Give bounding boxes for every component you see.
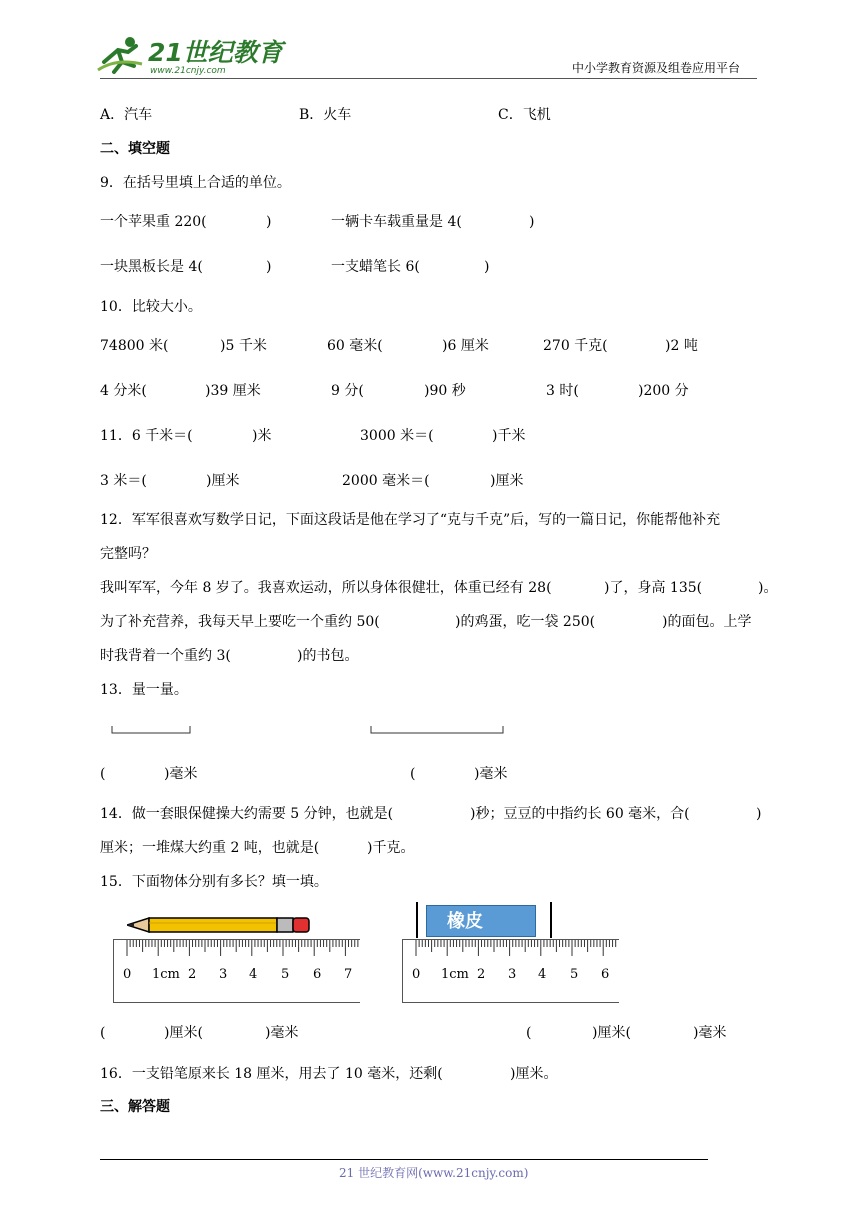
q10-text: 4 分米( [100, 383, 147, 399]
footer-text: 21 世纪教育网(www.21cnjy.com) [339, 1166, 529, 1180]
section-2-title: 二、填空题 [100, 141, 170, 157]
logo-url: www.21cnjy.com [150, 66, 226, 76]
header-divider [100, 78, 757, 79]
ruler-1-ticks [114, 940, 360, 962]
q10-stem: 10．比较大小。 [100, 299, 202, 315]
q14-line: )秒；豆豆的中指约长 60 毫米，合( [470, 806, 690, 822]
q9-text: 一支蜡笔长 6( [331, 259, 420, 275]
q11-text: )厘米 [490, 473, 524, 489]
q10-text: )39 厘米 [205, 383, 261, 399]
footer-divider [100, 1159, 708, 1160]
q12-line: 完整吗？ [100, 546, 156, 562]
q14-line: 厘米；一堆煤大约重 2 吨，也就是( [100, 840, 320, 856]
eraser: 橡皮 [426, 905, 536, 937]
q9-text: 一块黑板长是 4( [100, 259, 203, 275]
q9-text: ) [484, 259, 490, 275]
q9-text: ) [266, 214, 272, 230]
q10-text: 270 千克( [543, 338, 608, 354]
ruler-1-label: 2 [188, 967, 197, 982]
ruler-2-label: 3 [508, 967, 517, 982]
ruler-1-label: 7 [344, 967, 353, 982]
ruler-pencil-figure [113, 906, 359, 1002]
q10-text: )200 分 [638, 383, 689, 399]
section-3-title: 三、解答题 [100, 1099, 170, 1115]
q12-line: )的书包。 [297, 648, 359, 664]
ruler-1-label: 1cm [152, 967, 180, 982]
ruler-2-label: 0 [412, 967, 421, 982]
ruler-2-label: 4 [538, 967, 547, 982]
q9-stem: 9．在括号里填上合适的单位。 [100, 175, 291, 191]
q14-line: )千克。 [367, 840, 415, 856]
q12-line: 我叫军军，今年 8 岁了。我喜欢运动，所以身体很健壮，体重已经有 28( [100, 580, 552, 596]
q10-text: 74800 米( [100, 338, 169, 354]
ruler-2-label: 5 [570, 967, 579, 982]
platform-title: 中小学教育资源及组卷应用平台 [572, 61, 741, 75]
pencil-icon [127, 915, 313, 935]
q10-text: )6 厘米 [442, 338, 489, 354]
q9-text: 一辆卡车载重量是 4( [331, 214, 462, 230]
q11-text: )千米 [492, 428, 526, 444]
q13-answer: ( [410, 766, 416, 782]
ruler-1-label: 4 [249, 967, 258, 982]
ruler-2-label: 1cm [441, 967, 469, 982]
q9-text: ) [529, 214, 535, 230]
q10-text: )5 千米 [220, 338, 267, 354]
segment-2 [369, 724, 507, 736]
q13-answer: )毫米 [474, 766, 508, 782]
ruler-2-ticks [403, 940, 619, 962]
q14-line: ) [756, 806, 762, 822]
q13-stem: 13．量一量。 [100, 682, 188, 698]
option-c: C．飞机 [498, 107, 551, 123]
q12-line: 为了补充营养，我每天早上要吃一个重约 50( [100, 614, 380, 630]
q10-text: 9 分( [331, 383, 364, 399]
q10-text: )90 秒 [424, 383, 466, 399]
ruler-2 [402, 939, 619, 1003]
q10-text: 60 毫米( [327, 338, 383, 354]
logo-text: 21世纪教育 [148, 38, 283, 67]
q15-stem: 15．下面物体分别有多长？填一填。 [100, 874, 328, 890]
q11-text: 11．6 千米＝( [100, 428, 193, 444]
q13-answer: )毫米 [164, 766, 198, 782]
q16-text: )厘米。 [510, 1066, 558, 1082]
q9-text: ) [266, 259, 272, 275]
runner-logo-icon [96, 36, 146, 76]
ruler-1-label: 0 [123, 967, 132, 982]
q12-line: )。 [758, 580, 778, 596]
ruler-eraser-figure [402, 902, 620, 1002]
q11-text: 3 米＝( [100, 473, 147, 489]
ruler-2-label: 2 [477, 967, 486, 982]
q12-line: )的鸡蛋，吃一袋 250( [455, 614, 596, 630]
q11-text: 3000 米＝( [360, 428, 434, 444]
q13-answer: ( [100, 766, 106, 782]
ruler-1 [113, 939, 360, 1003]
q15-answer: )厘米( [164, 1025, 203, 1041]
q10-text: )2 吨 [665, 338, 698, 354]
q9-text: 一个苹果重 220( [100, 214, 207, 230]
q15-answer: ( [526, 1025, 532, 1041]
q10-text: 3 时( [546, 383, 579, 399]
q15-answer: )毫米 [693, 1025, 727, 1041]
q12-line: )了，身高 135( [604, 580, 703, 596]
q11-text: )厘米 [206, 473, 240, 489]
q12-line: 时我背着一个重约 3( [100, 648, 231, 664]
q15-answer: )厘米( [592, 1025, 631, 1041]
option-b: B．火车 [299, 107, 352, 123]
ruler-1-label: 6 [313, 967, 322, 982]
q11-text: 2000 毫米＝( [342, 473, 430, 489]
q12-line: 12．军军很喜欢写数学日记，下面这段话是他在学习了“克与千克”后，写的一篇日记，你能帮他补充 [100, 512, 721, 528]
q16-text: 16．一支铅笔原来长 18 厘米，用去了 10 毫米，还剩( [100, 1066, 443, 1082]
q11-text: )米 [252, 428, 272, 444]
q15-answer: ( [100, 1025, 106, 1041]
segment-1 [110, 724, 194, 736]
option-a: A．汽车 [100, 107, 153, 123]
ruler-2-label: 6 [601, 967, 610, 982]
q14-line: 14．做一套眼保健操大约需要 5 分钟，也就是( [100, 806, 394, 822]
q15-answer: )毫米 [265, 1025, 299, 1041]
ruler-1-label: 3 [219, 967, 228, 982]
q12-line: )的面包。上学 [662, 614, 752, 630]
ruler-1-label: 5 [281, 967, 290, 982]
